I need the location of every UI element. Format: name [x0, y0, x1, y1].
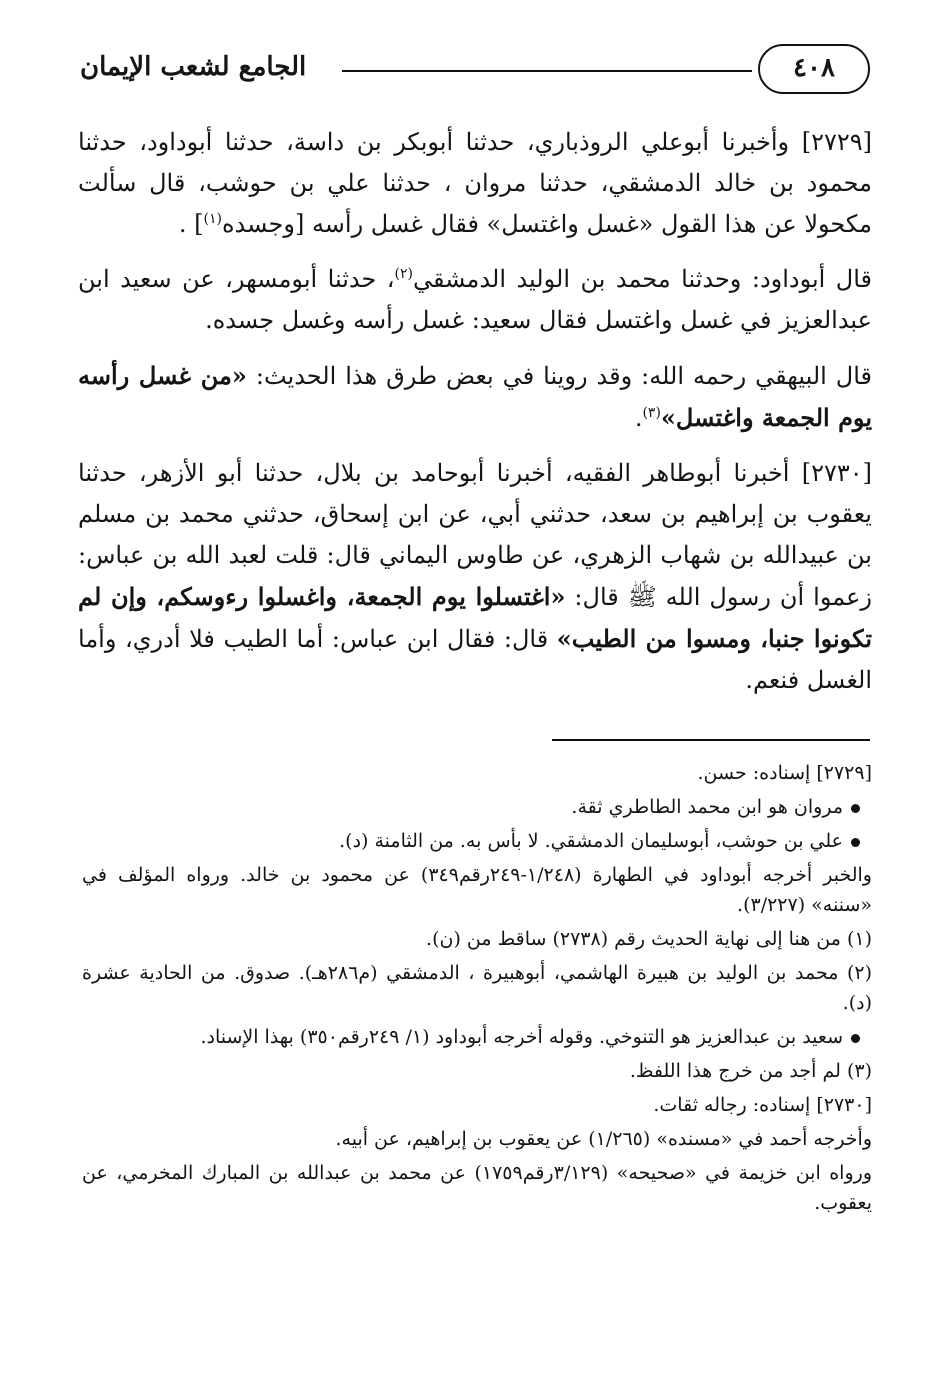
bullet-icon — [851, 1034, 860, 1043]
text-run: ، حدثنا أبومسهر، عن سعيد ابن عبدالعزيز في غسل واغتسل فقال سعيد: غسل رأسه وغسل جسده. — [78, 265, 872, 334]
text-run: . — [634, 404, 643, 432]
bayhaqi-comment — [78, 355, 872, 439]
text-run: [٢٧٣٠] أخبرنا أبوطاهر الفقيه، أخبرنا أبوحامد بن بلال، حدثنا أبو الأزهر، حدثنا يعقوب بن إبراهيم بن سعد، حدثني أبي، عن ابن إسحاق، حدثني محمد بن مسلم بن عبيدالله بن شهاب الزهري، عن طاوس اليماني قال: قلت لعبد الله بن عباس: زعموا أن رسول الله ﷺ قال: — [78, 459, 873, 611]
text-run: ] . — [178, 210, 204, 238]
hadith-quote: «اغتسلوا يوم الجمعة، واغسلوا رءوسكم، وإن لم تكونوا جنبا، ومسوا من الطيب» — [78, 582, 873, 653]
footnote-bullet-line — [82, 826, 872, 856]
footnote-line — [82, 860, 872, 920]
main-text — [78, 122, 872, 715]
abudawud-narration — [78, 259, 872, 341]
hadith-2729 — [78, 122, 872, 245]
footnote-marker: (٢) — [394, 266, 413, 282]
running-title: الجامع لشعب الإيمان — [80, 52, 307, 82]
bullet-icon — [851, 838, 860, 847]
footnote-text: (٢) محمد بن الوليد بن هبيرة الهاشمي، أبوهبيرة ، الدمشقي (م٢٨٦هـ). صدوق. من الحادية عشرة (د). — [82, 962, 873, 1014]
footnote-marker: (٣) — [642, 405, 661, 421]
hadith-2730 — [78, 453, 872, 701]
footnote-line — [82, 1158, 872, 1218]
text-run: قال البيهقي رحمه الله: وقد روينا في بعض طرق هذا الحديث: — [246, 362, 872, 390]
footnote-line — [82, 1124, 872, 1154]
text-run: قال أبوداود: وحدثنا محمد بن الوليد الدمشقي — [413, 265, 873, 293]
footnote-text: سعيد بن عبدالعزيز هو التنوخي. وقوله أخرجه أبوداود (١/ ٢٤٩رقم٣٥٠) بهذا الإسناد. — [200, 1026, 843, 1048]
header-rule — [342, 70, 752, 72]
footnote-text: علي بن حوشب، أبوسليمان الدمشقي. لا بأس به. من الثامنة (د). — [339, 830, 843, 852]
bullet-icon — [851, 804, 860, 813]
footnote-text: وأخرجه أحمد في «مسنده» (١/٢٦٥) عن يعقوب بن إبراهيم، عن أبيه. — [335, 1128, 872, 1150]
footnotes — [82, 758, 872, 1222]
text-run: قال: فقال ابن عباس: أما الطيب فلا أدري، وأما الغسل فنعم. — [78, 625, 872, 694]
footnote-line — [82, 924, 872, 954]
footnote-text: ورواه ابن خزيمة في «صحيحه» (٣/١٢٩رقم١٧٥٩) عن محمد بن عبدالله بن المبارك المخرمي، عن يعقوب. — [82, 1162, 872, 1214]
hadith-quote: «من غسل رأسه يوم الجمعة واغتسل» — [78, 361, 872, 432]
footnote-text: (١) من هنا إلى نهاية الحديث رقم (٢٧٣٨) ساقط من (ن). — [426, 928, 872, 950]
footnote-line — [82, 1056, 872, 1086]
footnote-bullet-line — [82, 1022, 872, 1052]
footnote-text: والخبر أخرجه أبوداود في الطهارة (١/٢٤٨-٢٤٩رقم٣٤٩) عن محمود بن خالد. ورواه المؤلف في «سننه» (٣/٢٢٧). — [82, 864, 872, 916]
footnote-text: [٢٧٢٩] إسناده: حسن. — [697, 762, 872, 784]
footnote-text: (٣) لم أجد من خرج هذا اللفظ. — [629, 1060, 872, 1082]
footnote-text: [٢٧٣٠] إسناده: رجاله ثقات. — [653, 1094, 872, 1116]
footnote-line — [82, 1090, 872, 1120]
footnote-bullet-line — [82, 792, 872, 822]
page-header — [80, 40, 870, 100]
page-number: ٤٠٨ — [758, 44, 870, 94]
footnote-marker: (١) — [203, 211, 222, 227]
footnote-line — [82, 758, 872, 788]
footnote-text: مروان هو ابن محمد الطاطري ثقة. — [571, 796, 843, 818]
text-run: [٢٧٢٩] وأخبرنا أبوعلي الروذباري، حدثنا أبوبكر بن داسة، حدثنا أبوداود، حدثنا محمود بن خالد الدمشقي، حدثنا مروان ، حدثنا علي بن حوشب، قال سألت مكحولا عن هذا القول «غسل واغتسل» فقال غسل رأسه [وجسده — [78, 128, 872, 238]
footnote-separator — [552, 739, 870, 741]
footnote-line — [82, 958, 872, 1018]
